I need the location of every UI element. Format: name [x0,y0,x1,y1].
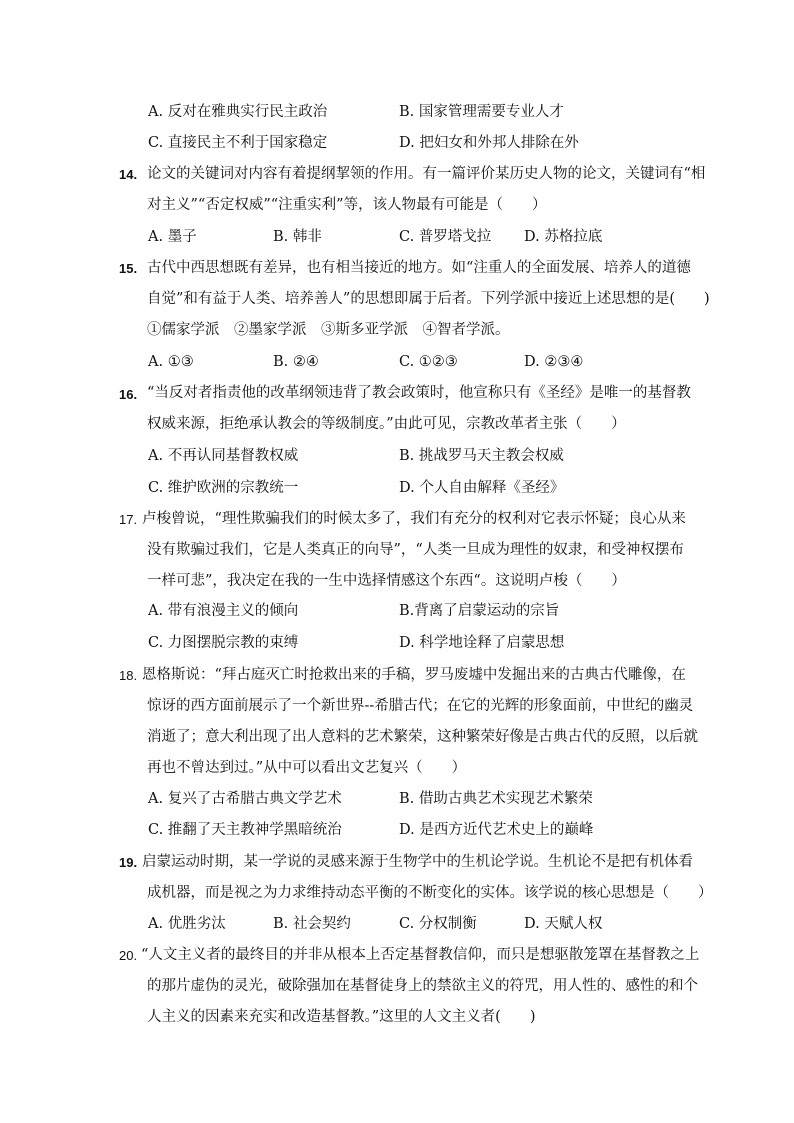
q14-number: 14. [119,167,138,182]
q17-stem-line1: 卢梭曾说，“理性欺骗我们的时候太多了，我们有充分的权利对它表示怀疑；良心从来 [142,511,686,527]
q17-option-d: D. 科学地诠释了启蒙思想 [399,635,565,651]
q14-option-c: C. 普罗塔戈拉 [399,229,492,245]
q17-number: 17. [119,512,138,527]
q16-option-d: D. 个人自由解释《圣经》 [399,480,565,496]
q19-option-a: A. 优胜劣汰 [148,916,226,932]
q19-option-c: C. 分权制衡 [399,916,477,932]
q14-stem-line2: 对主义”“否定权威”“注重实利”等，该人物最有可能是（ ） [147,197,547,213]
q13-option-a: A. 反对在雅典实行民主政治 [148,104,328,120]
q20-stem-line2: 的那片虚伪的灵光，破除强加在基督徒身上的禁欲主义的符咒，用人性的、感性的和个 [147,978,698,994]
q19-stem-line2: 成机器，而是视之为力求维持动态平衡的不断变化的实体。该学说的核心思想是（ ） [147,885,713,901]
q15-stem-line1: 古代中西思想既有差异，也有相当接近的地方。如“注重人的全面发展、培养人的道德 [147,260,691,276]
q16-option-b: B. 挑战罗马天主教会权威 [399,448,564,464]
q14-option-d: D. 苏格拉底 [524,229,603,245]
q20-stem-line3: 人主义的因素来充实和改造基督教。”这里的人文主义者( ) [147,1009,536,1025]
q13-option-c: C. 直接民主不利于国家稳定 [148,135,328,151]
q15-stem-line2: 自觉”和有益于人类、培养善人”的思想即属于后者。下列学派中接近上述思想的是( ) [147,291,710,307]
q14-stem-line1: 论文的关键词对内容有着提纲挈领的作用。有一篇评价某历史人物的论文，关键词有“相 [147,166,706,182]
q16-option-a: A. 不再认同基督教权威 [148,448,299,464]
q15-option-a: A. ①③ [148,354,194,370]
q19-option-d: D. 天赋人权 [524,916,603,932]
q18-option-a: A. 复兴了古希腊古典文学艺术 [148,791,342,807]
q17-stem-line3: 一样可悲”，我决定在我的一生中选择情感这个东西“。这说明卢梭（ ） [147,573,626,589]
q14-option-b: B. 韩非 [273,229,322,245]
q18-stem-line1: 恩格斯说：“拜占庭灭亡时抢救出来的手稿，罗马废墟中发掘出来的古典古代雕像，在 [142,667,686,683]
q14-option-a: A. 墨子 [148,229,197,245]
q16-option-c: C. 维护欧洲的宗教统一 [148,480,299,496]
q13-option-b: B. 国家管理需要专业人才 [399,104,564,120]
q18-stem-line3: 消逝了；意大利出现了出人意料的艺术繁荣，这种繁荣好像是古典古代的反照，以后就 [147,729,698,745]
q18-option-c: C. 推翻了天主教神学黑暗统治 [148,822,342,838]
q15-option-c: C. ①②③ [399,354,458,370]
q20-stem-line1: “人文主义者的最终目的并非从根本上否定基督教信仰，而只是想驱散笼罩在基督教之上 [141,947,700,963]
q15-option-d: D. ②③④ [524,354,584,370]
q19-number: 19. [119,855,138,870]
q18-number: 18. [119,668,138,683]
q18-option-d: D. 是西方近代艺术史上的巅峰 [399,822,594,838]
q19-option-b: B. 社会契约 [273,916,351,932]
q15-option-b: B. ②④ [273,354,319,370]
q17-option-c: C. 力图摆脱宗教的束缚 [148,635,299,651]
q18-stem-line4: 再也不曾达到过。”从中可以看出文艺复兴（ ） [147,760,467,776]
q17-stem-line2: 没有欺骗过我们，它是人类真正的向导”，“人类一旦成为理性的奴隶，和受神权摆布 [147,542,684,558]
q15-stem-line3: ①儒家学派 ②墨家学派 ③斯多亚学派 ④智者学派。 [147,322,510,338]
q17-option-a: A. 带有浪漫主义的倾向 [148,603,299,619]
q15-number: 15. [119,261,138,276]
q18-option-b: B. 借助古典艺术实现艺术繁荣 [399,791,593,807]
q16-number: 16. [119,387,138,402]
q17-option-b: B.背离了启蒙运动的宗旨 [399,603,560,619]
q18-stem-line2: 惊讶的西方面前展示了一个新世界--希腊古代；在它的光辉的形象面前，中世纪的幽灵 [147,698,694,714]
q20-number: 20. [119,948,138,963]
q16-stem-line1: “当反对者指责他的改革纲领违背了教会政策时，他宣称只有《圣经》是唯一的基督教 [147,385,691,401]
q16-stem-line2: 权威来源，拒绝承认教会的等级制度。”由此可见，宗教改革者主张（ ） [147,416,626,432]
q13-option-d: D. 把妇女和外邦人排除在外 [399,135,579,151]
q19-stem-line1: 启蒙运动时期，某一学说的灵感来源于生物学中的生机论学说。生机论不是把有机体看 [142,854,693,870]
